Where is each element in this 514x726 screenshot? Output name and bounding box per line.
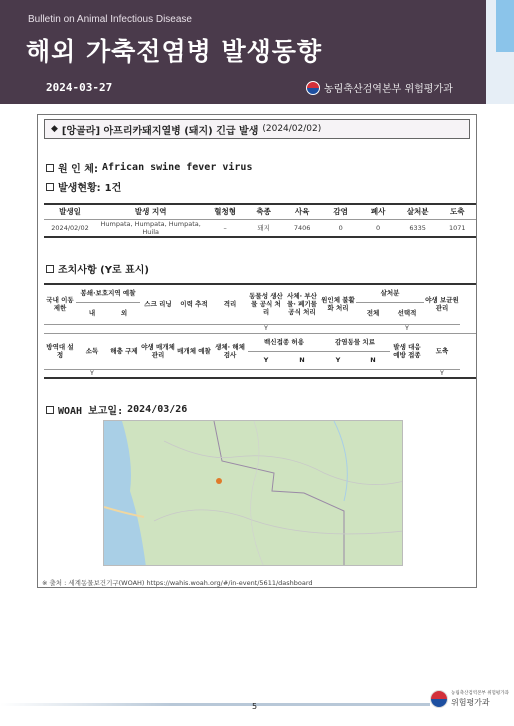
col-header: 발생일 bbox=[44, 204, 96, 219]
cell-slaughtered: 1071 bbox=[438, 219, 476, 237]
org-name: 농림축산검역본부 위험평가과 bbox=[324, 84, 453, 95]
measures-header-row-2a bbox=[44, 333, 476, 351]
col-header: 사육 bbox=[282, 204, 322, 219]
cell: Y bbox=[424, 369, 460, 378]
cell: Y bbox=[248, 324, 284, 333]
col-header: 도축 bbox=[438, 204, 476, 219]
outbreak-table bbox=[44, 203, 476, 238]
square-icon bbox=[46, 183, 54, 191]
col-header: 야생 보균원 관리 bbox=[424, 284, 460, 324]
col-header: 선택적 bbox=[390, 302, 424, 324]
measures-label: 조치사항 (Y로 표시) bbox=[58, 265, 149, 276]
table-row bbox=[44, 219, 476, 237]
map-graphic bbox=[104, 421, 403, 566]
col-header: 소독 bbox=[76, 333, 108, 369]
taegeuk-icon bbox=[430, 690, 448, 708]
col-header: N bbox=[284, 351, 320, 369]
outbreak-map bbox=[103, 420, 403, 566]
cell bbox=[108, 369, 140, 378]
col-header: 원인체 불활화 처리 bbox=[320, 284, 356, 324]
measures-line bbox=[46, 261, 149, 276]
cell bbox=[424, 324, 460, 333]
cell bbox=[44, 369, 76, 378]
cell bbox=[320, 324, 356, 333]
cell bbox=[248, 369, 284, 378]
col-header: Y bbox=[248, 351, 284, 369]
cell-infected: 0 bbox=[322, 219, 359, 237]
col-header: 발생 지역 bbox=[96, 204, 205, 219]
col-header: Y bbox=[320, 351, 356, 369]
pathogen-line bbox=[46, 160, 252, 175]
cell bbox=[390, 369, 424, 378]
cell bbox=[460, 324, 476, 333]
taegeuk-icon bbox=[306, 81, 320, 95]
bulletin-title: 해외 가축전염병 발생동향 bbox=[26, 37, 323, 66]
col-header: 도축 bbox=[424, 333, 460, 369]
footer-org-big: 위험평가과 bbox=[451, 697, 490, 707]
col-header: 동물성 생산물 공식 처리 bbox=[248, 284, 284, 324]
cell: Y bbox=[390, 324, 424, 333]
cell bbox=[176, 369, 212, 378]
measures-header-row-1a bbox=[44, 284, 476, 302]
cell bbox=[140, 369, 176, 378]
col-header: 축종 bbox=[245, 204, 282, 219]
cell bbox=[176, 324, 212, 333]
map-road bbox=[164, 441, 403, 485]
col-header: 국내 이동 제한 bbox=[44, 284, 76, 324]
cell bbox=[284, 369, 320, 378]
col-header: 감염동물 치료 bbox=[320, 333, 390, 351]
map-road bbox=[251, 421, 264, 566]
cell-culled: 6335 bbox=[397, 219, 439, 237]
col-header: 야생 매개체 관리 bbox=[140, 333, 176, 369]
col-header: 방역대 설정 bbox=[44, 333, 76, 369]
bulletin-subtitle: Bulletin on Animal Infectious Disease bbox=[28, 14, 192, 25]
section-date: (2024/02/02) bbox=[262, 124, 322, 134]
outbreak-marker bbox=[216, 478, 222, 484]
cell bbox=[44, 324, 76, 333]
diamond-icon: ◆ bbox=[51, 124, 58, 134]
col-header: 이력 추적 bbox=[176, 284, 212, 324]
square-icon bbox=[46, 265, 54, 273]
col-header: 발생 대응 예방 접종 bbox=[390, 333, 424, 369]
cell bbox=[284, 324, 320, 333]
cell-dead: 0 bbox=[359, 219, 396, 237]
cell bbox=[140, 324, 176, 333]
col-header: 매개체 예찰 bbox=[176, 333, 212, 369]
pathogen-label: 원 인 체: bbox=[58, 164, 98, 175]
table-row bbox=[44, 369, 476, 378]
col-header: 백신접종 허용 bbox=[248, 333, 320, 351]
col-header: 외 bbox=[108, 302, 140, 324]
cell bbox=[320, 369, 356, 378]
col-header: 생체· 해체 검사 bbox=[212, 333, 248, 369]
bulletin-date: 2024-03-27 bbox=[46, 81, 113, 94]
map-road bbox=[154, 510, 403, 534]
col-header: 사체· 부산물· 폐기물 공식 처리 bbox=[284, 284, 320, 324]
col-header: 전체 bbox=[356, 302, 390, 324]
cell bbox=[212, 324, 248, 333]
table-row bbox=[44, 324, 476, 333]
cell-reared: 7406 bbox=[282, 219, 322, 237]
col-header: 해충 구제 bbox=[108, 333, 140, 369]
map-river bbox=[334, 421, 347, 501]
status-value: 1건 bbox=[104, 183, 122, 194]
square-icon bbox=[46, 406, 54, 414]
col-header: N bbox=[356, 351, 390, 369]
section-title bbox=[44, 119, 470, 139]
col-header: 감염 bbox=[322, 204, 359, 219]
cell bbox=[76, 324, 108, 333]
section-title-text: [앙골라] 아프리카돼지열병 (돼지) 긴급 발생 bbox=[61, 125, 259, 137]
page-number: 5 bbox=[252, 702, 258, 711]
square-icon bbox=[46, 164, 54, 172]
footer-org-small: 농림축산검역본부 위험평가과 bbox=[451, 690, 509, 696]
footer-line bbox=[0, 703, 430, 706]
col-header: 내 bbox=[76, 302, 108, 324]
cell bbox=[356, 369, 390, 378]
status-label: 발생현황: bbox=[58, 183, 101, 194]
source-note: ※ 출처 : 세계동물보건기구(WOAH) https://wahis.woah.org/#/in-event/5611/dashboard bbox=[42, 579, 313, 587]
cell: Y bbox=[76, 369, 108, 378]
org-logo bbox=[306, 80, 453, 95]
woah-line bbox=[46, 402, 187, 417]
col-header: 봉쇄·보호지역 예찰 bbox=[76, 284, 140, 302]
col-header: 살처분 bbox=[356, 284, 424, 302]
header-accent-blue bbox=[496, 0, 514, 52]
measures-table bbox=[44, 283, 476, 379]
col-header: 살처분 bbox=[397, 204, 439, 219]
pathogen-value: African swine fever virus bbox=[101, 162, 253, 173]
outbreak-table-header bbox=[44, 204, 476, 219]
col-header: 격리 bbox=[212, 284, 248, 324]
woah-label: WOAH 보고일: bbox=[58, 406, 124, 417]
cell-serotype: – bbox=[205, 219, 245, 237]
cell-species: 돼지 bbox=[245, 219, 282, 237]
cell-region: Humpata, Humpata, Humpata, Huila bbox=[96, 219, 205, 237]
cell-date: 2024/02/02 bbox=[44, 219, 96, 237]
map-border bbox=[214, 421, 344, 566]
cell bbox=[356, 324, 390, 333]
col-header: 스크 리닝 bbox=[140, 284, 176, 324]
col-header: 혈청형 bbox=[205, 204, 245, 219]
cell bbox=[108, 324, 140, 333]
woah-date: 2024/03/26 bbox=[127, 404, 188, 415]
cell bbox=[212, 369, 248, 378]
status-line bbox=[46, 179, 121, 194]
footer-logo bbox=[430, 690, 509, 708]
col-header: 폐사 bbox=[359, 204, 396, 219]
map-sea bbox=[104, 421, 146, 566]
